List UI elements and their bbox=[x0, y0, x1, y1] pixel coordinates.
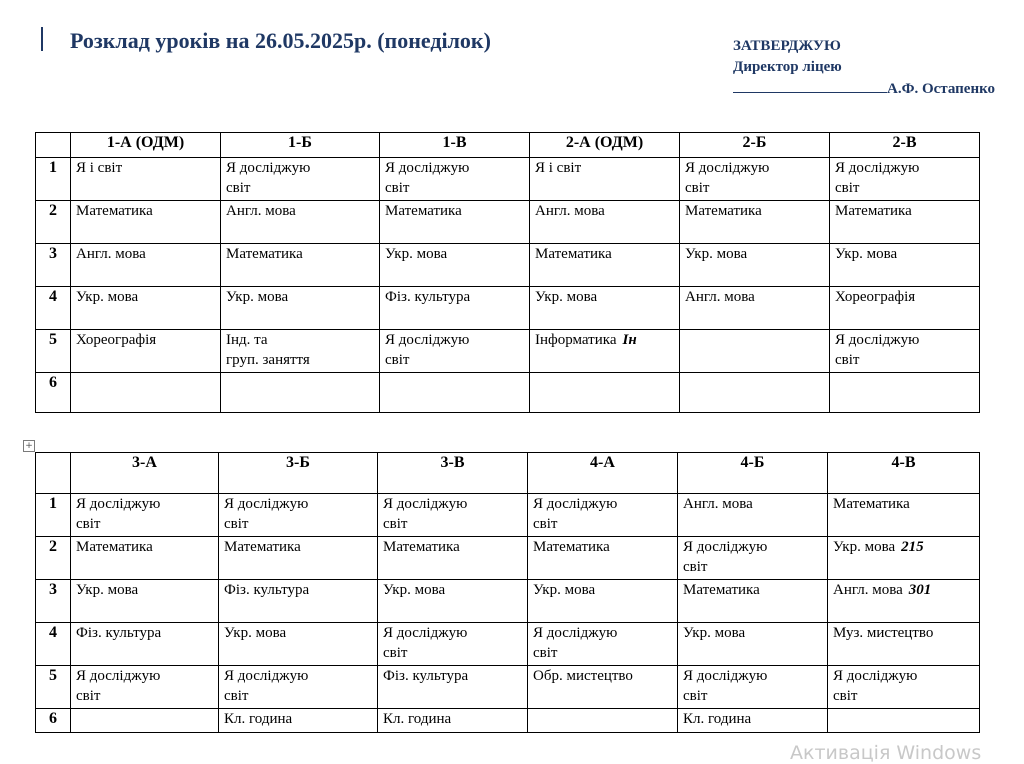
lesson-cell bbox=[830, 244, 980, 287]
room-number: 215 bbox=[901, 539, 924, 555]
subject-text: Я досліджую bbox=[226, 160, 311, 176]
lesson-cell bbox=[678, 537, 828, 580]
subject-text: Англ. мова bbox=[683, 496, 753, 512]
lesson-cell bbox=[71, 330, 221, 373]
class-header: 4-Б bbox=[678, 453, 828, 494]
subject-text: Укр. мова bbox=[535, 289, 598, 305]
subject-text: Я досліджую bbox=[76, 668, 161, 684]
room-number: 301 bbox=[908, 582, 932, 598]
subject-text: Математика bbox=[76, 203, 153, 219]
lesson-cell bbox=[71, 537, 219, 580]
lesson-cell bbox=[378, 623, 528, 666]
lesson-cell bbox=[528, 666, 678, 709]
lesson-cell bbox=[71, 373, 221, 413]
subject-text: світ bbox=[224, 688, 249, 704]
subject-text: Я досліджую bbox=[533, 496, 618, 512]
subject-text: Укр. мова bbox=[385, 246, 448, 262]
subject-text: Кл. година bbox=[683, 711, 752, 727]
subject-text: Укр. мова bbox=[685, 246, 748, 262]
subject-text: Укр. мова bbox=[835, 246, 898, 262]
approval-position: Директор ліцею bbox=[733, 59, 842, 75]
class-header: 4-В bbox=[828, 453, 980, 494]
lesson-cell bbox=[828, 709, 980, 733]
table-row bbox=[36, 494, 980, 537]
subject-text: Англ. мова bbox=[226, 203, 296, 219]
subject-text: світ bbox=[533, 645, 558, 661]
subject-text: світ bbox=[835, 352, 860, 368]
subject-text: Я досліджую bbox=[683, 539, 768, 555]
lesson-cell bbox=[528, 580, 678, 623]
lesson-cell bbox=[71, 623, 219, 666]
lesson-cell bbox=[528, 537, 678, 580]
subject-text: Математика bbox=[683, 582, 760, 598]
table-header-row bbox=[36, 133, 980, 158]
approval-signer: А.Ф. Остапенко bbox=[887, 81, 996, 97]
lesson-cell bbox=[678, 666, 828, 709]
corner-cell bbox=[36, 453, 71, 494]
lesson-cell bbox=[221, 201, 380, 244]
lesson-number: 5 bbox=[36, 330, 71, 373]
subject-text: світ bbox=[76, 688, 101, 704]
subject-text: Математика bbox=[383, 539, 460, 555]
subject-text: Укр. мова bbox=[76, 289, 139, 305]
subject-text: Я досліджую bbox=[76, 496, 161, 512]
lesson-cell bbox=[530, 158, 680, 201]
lesson-cell bbox=[828, 537, 980, 580]
lesson-cell bbox=[680, 201, 830, 244]
approval-signature bbox=[733, 78, 995, 100]
subject-text: Укр. мова bbox=[683, 625, 746, 641]
lesson-number: 6 bbox=[36, 373, 71, 413]
subject-text: Укр. мова bbox=[383, 582, 446, 598]
lesson-number: 6 bbox=[36, 709, 71, 733]
lesson-cell bbox=[71, 580, 219, 623]
subject-text: Математика bbox=[385, 203, 462, 219]
lesson-cell bbox=[219, 709, 378, 733]
subject-text: світ bbox=[385, 180, 410, 196]
class-header: 1-Б bbox=[221, 133, 380, 158]
lesson-cell bbox=[378, 580, 528, 623]
lesson-number: 5 bbox=[36, 666, 71, 709]
lesson-cell bbox=[678, 580, 828, 623]
subject-text: Фіз. культура bbox=[385, 289, 471, 305]
lesson-number: 3 bbox=[36, 580, 71, 623]
subject-text: Укр. мова bbox=[76, 582, 139, 598]
subject-text: Обр. мистецтво bbox=[533, 668, 633, 684]
lesson-cell bbox=[378, 537, 528, 580]
subject-text: Хореографія bbox=[76, 332, 157, 348]
subject-text: Математика bbox=[685, 203, 762, 219]
lesson-cell bbox=[680, 244, 830, 287]
lesson-number: 1 bbox=[36, 494, 71, 537]
subject-text: Я і світ bbox=[535, 160, 582, 176]
subject-text: світ bbox=[224, 516, 249, 532]
subject-text: Я досліджую bbox=[385, 160, 470, 176]
lesson-cell bbox=[219, 494, 378, 537]
lesson-number: 4 bbox=[36, 623, 71, 666]
subject-text: Англ. мова bbox=[535, 203, 605, 219]
subject-text: Укр. мова bbox=[226, 289, 289, 305]
lesson-cell bbox=[219, 537, 378, 580]
lesson-cell bbox=[530, 201, 680, 244]
lesson-cell bbox=[830, 287, 980, 330]
subject-text: світ bbox=[683, 559, 708, 575]
lesson-cell bbox=[678, 623, 828, 666]
subject-text: Я досліджую bbox=[683, 668, 768, 684]
table-row bbox=[36, 623, 980, 666]
lesson-cell bbox=[380, 158, 530, 201]
lesson-cell bbox=[680, 287, 830, 330]
subject-text: Я досліджую bbox=[383, 496, 468, 512]
lesson-cell bbox=[830, 201, 980, 244]
subject-text: Я досліджую bbox=[224, 668, 309, 684]
lesson-number: 2 bbox=[36, 201, 71, 244]
lesson-number: 1 bbox=[36, 158, 71, 201]
lesson-cell bbox=[530, 287, 680, 330]
subject-text: груп. заняття bbox=[226, 352, 310, 368]
windows-activation-watermark: Активація Windows bbox=[790, 742, 982, 764]
subject-text: світ bbox=[385, 352, 410, 368]
subject-text: Укр. мова bbox=[224, 625, 287, 641]
lesson-cell bbox=[830, 158, 980, 201]
subject-text: Інформатика bbox=[535, 332, 617, 348]
lesson-cell bbox=[71, 244, 221, 287]
class-header: 2-В bbox=[830, 133, 980, 158]
lesson-cell bbox=[680, 158, 830, 201]
lesson-number: 4 bbox=[36, 287, 71, 330]
lesson-cell bbox=[828, 580, 980, 623]
table-row bbox=[36, 373, 980, 413]
lesson-cell bbox=[378, 666, 528, 709]
class-header: 1-А (ОДМ) bbox=[71, 133, 221, 158]
subject-text: світ bbox=[383, 516, 408, 532]
subject-text: Укр. мова bbox=[533, 582, 596, 598]
subject-text: Математика bbox=[533, 539, 610, 555]
lesson-cell bbox=[221, 287, 380, 330]
lesson-cell bbox=[828, 666, 980, 709]
lesson-cell bbox=[530, 373, 680, 413]
lesson-cell bbox=[221, 244, 380, 287]
subject-text: Я досліджую bbox=[224, 496, 309, 512]
subject-text: Я досліджую bbox=[533, 625, 618, 641]
subject-text: світ bbox=[76, 516, 101, 532]
lesson-cell bbox=[378, 494, 528, 537]
subject-text: Я досліджую bbox=[833, 668, 918, 684]
lesson-number: 3 bbox=[36, 244, 71, 287]
subject-text: Фіз. культура bbox=[76, 625, 162, 641]
table-move-handle-icon[interactable]: + bbox=[23, 440, 35, 452]
lesson-cell bbox=[71, 201, 221, 244]
subject-text: Англ. мова bbox=[685, 289, 755, 305]
table-row bbox=[36, 709, 980, 733]
subject-text: Математика bbox=[833, 496, 910, 512]
subject-text: світ bbox=[683, 688, 708, 704]
lesson-cell bbox=[380, 373, 530, 413]
table-row bbox=[36, 537, 980, 580]
class-header: 1-В bbox=[380, 133, 530, 158]
subject-text: Математика bbox=[535, 246, 612, 262]
subject-text: Я досліджую bbox=[383, 625, 468, 641]
lesson-cell bbox=[380, 244, 530, 287]
subject-text: Математика bbox=[224, 539, 301, 555]
schedule-table-grades-3-4 bbox=[35, 452, 980, 733]
subject-text: Фіз. культура bbox=[224, 582, 310, 598]
subject-text: світ bbox=[226, 180, 251, 196]
class-header: 3-В bbox=[378, 453, 528, 494]
subject-text: світ bbox=[833, 688, 858, 704]
subject-text: Англ. мова bbox=[76, 246, 146, 262]
lesson-cell bbox=[71, 494, 219, 537]
lesson-cell bbox=[530, 244, 680, 287]
lesson-cell bbox=[380, 330, 530, 373]
lesson-cell bbox=[221, 373, 380, 413]
lesson-cell bbox=[828, 494, 980, 537]
subject-text: Я і світ bbox=[76, 160, 123, 176]
lesson-cell bbox=[680, 373, 830, 413]
subject-text: Я досліджую bbox=[835, 160, 920, 176]
lesson-cell bbox=[830, 330, 980, 373]
lesson-cell bbox=[380, 201, 530, 244]
subject-text: Я досліджую bbox=[685, 160, 770, 176]
lesson-cell bbox=[221, 330, 380, 373]
subject-text: Математика bbox=[835, 203, 912, 219]
room-number: Ін bbox=[622, 332, 637, 348]
table-header-row bbox=[36, 453, 980, 494]
signature-line bbox=[733, 78, 887, 93]
subject-text: Я досліджую bbox=[385, 332, 470, 348]
lesson-cell bbox=[221, 158, 380, 201]
lesson-number: 2 bbox=[36, 537, 71, 580]
subject-text: Укр. мова bbox=[833, 539, 896, 555]
subject-text: Англ. мова bbox=[833, 582, 903, 598]
lesson-cell bbox=[380, 287, 530, 330]
lesson-cell bbox=[530, 330, 680, 373]
subject-text: Кл. година bbox=[224, 711, 293, 727]
subject-text: світ bbox=[835, 180, 860, 196]
class-header: 2-Б bbox=[680, 133, 830, 158]
table-row bbox=[36, 580, 980, 623]
subject-text: Математика bbox=[226, 246, 303, 262]
approval-heading: ЗАТВЕРДЖУЮ bbox=[733, 38, 841, 54]
subject-text: Математика bbox=[76, 539, 153, 555]
class-header: 2-А (ОДМ) bbox=[530, 133, 680, 158]
table-row bbox=[36, 666, 980, 709]
class-header: 3-А bbox=[71, 453, 219, 494]
lesson-cell bbox=[378, 709, 528, 733]
schedule-table-grades-1-2 bbox=[35, 132, 980, 413]
lesson-cell bbox=[678, 494, 828, 537]
approval-block bbox=[733, 36, 995, 100]
lesson-cell bbox=[71, 158, 221, 201]
lesson-cell bbox=[219, 623, 378, 666]
subject-text: Хореографія bbox=[835, 289, 916, 305]
lesson-cell bbox=[528, 709, 678, 733]
text-cursor bbox=[41, 27, 43, 51]
lesson-cell bbox=[528, 494, 678, 537]
subject-text: Інд. та bbox=[226, 332, 268, 348]
table-row bbox=[36, 330, 980, 373]
corner-cell bbox=[36, 133, 71, 158]
table-row bbox=[36, 244, 980, 287]
lesson-cell bbox=[678, 709, 828, 733]
table-row bbox=[36, 287, 980, 330]
lesson-cell bbox=[828, 623, 980, 666]
subject-text: Муз. мистецтво bbox=[833, 625, 934, 641]
lesson-cell bbox=[528, 623, 678, 666]
subject-text: Кл. година bbox=[383, 711, 452, 727]
lesson-cell bbox=[219, 666, 378, 709]
lesson-cell bbox=[71, 666, 219, 709]
class-header: 3-Б bbox=[219, 453, 378, 494]
subject-text: Я досліджую bbox=[835, 332, 920, 348]
subject-text: світ bbox=[685, 180, 710, 196]
lesson-cell bbox=[219, 580, 378, 623]
subject-text: світ bbox=[383, 645, 408, 661]
lesson-cell bbox=[680, 330, 830, 373]
page-title: Розклад уроків на 26.05.2025р. (понеділок) bbox=[70, 28, 491, 53]
lesson-cell bbox=[71, 709, 219, 733]
lesson-cell bbox=[830, 373, 980, 413]
table-row bbox=[36, 201, 980, 244]
table-row bbox=[36, 158, 980, 201]
lesson-cell bbox=[71, 287, 221, 330]
subject-text: Фіз. культура bbox=[383, 668, 469, 684]
subject-text: світ bbox=[533, 516, 558, 532]
class-header: 4-А bbox=[528, 453, 678, 494]
